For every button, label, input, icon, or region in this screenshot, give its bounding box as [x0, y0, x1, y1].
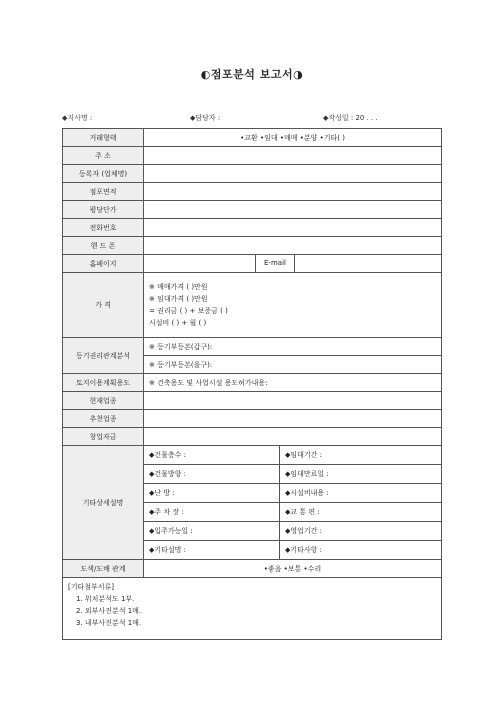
- row-recommended-biz: [63, 410, 442, 428]
- deal-type-value[interactable]: •교환 •임대 •매매 •분양 •기타( ): [144, 129, 442, 147]
- current-biz-field[interactable]: [144, 392, 442, 410]
- detail-other-desc[interactable]: ◆기타설명 :: [144, 541, 280, 560]
- startup-fund-field[interactable]: [144, 428, 442, 446]
- email-label: E-mail: [255, 255, 295, 272]
- detail-lease-end[interactable]: ◆임대만료일 :: [280, 465, 442, 484]
- row-deal-type: [63, 129, 442, 147]
- rights-gap-field[interactable]: ※ 등기부등본(갑구):: [144, 338, 442, 356]
- land-plan-label: 토지이용계획용도: [63, 374, 144, 392]
- branch-label: ◆지사명 :: [62, 114, 93, 122]
- detail-business-period[interactable]: ◆영업기간 :: [280, 522, 442, 541]
- row-phone: [63, 219, 442, 237]
- price-line-facility: 시설비 ( ) + 월 ( ): [149, 319, 207, 327]
- area-label: 점포면적: [63, 183, 144, 201]
- row-registrant: [63, 165, 442, 183]
- attachment-item: 3. 내부사진분석 1매.: [76, 619, 142, 627]
- price-field[interactable]: [144, 273, 442, 338]
- row-price: [63, 273, 442, 338]
- area-field[interactable]: [144, 183, 442, 201]
- current-biz-label: 현재업종: [63, 392, 144, 410]
- rights-label: 등기권리관계분석: [63, 338, 144, 374]
- detail-other-notes[interactable]: ◆기타사항 :: [280, 541, 442, 560]
- row-map: [63, 560, 442, 578]
- row-rights-a: [63, 338, 442, 356]
- phone-field[interactable]: [144, 219, 442, 237]
- map-label: 도색/도배 관계: [63, 560, 144, 578]
- unit-price-field[interactable]: [144, 201, 442, 219]
- registrant-field[interactable]: [144, 165, 442, 183]
- homepage-field[interactable]: [144, 255, 255, 272]
- address-label: 주 소: [63, 147, 144, 165]
- rights-eul-field[interactable]: ※ 등기부등본(을구):: [144, 356, 442, 374]
- date-label: ◆작성일 : 20 . . .: [323, 114, 378, 122]
- detail-floors[interactable]: ◆건물층수 :: [144, 446, 280, 465]
- details-label: 기타상세설명: [63, 446, 144, 560]
- row-current-biz: [63, 392, 442, 410]
- row-mobile: [63, 237, 442, 255]
- row-area: [63, 183, 442, 201]
- detail-lease-period[interactable]: ◆임대기간 :: [280, 446, 442, 465]
- deal-type-label: 거래형태: [63, 129, 144, 147]
- map-field[interactable]: •좋음 •보통 •수리: [144, 560, 442, 578]
- detail-direction[interactable]: ◆건물방향 :: [144, 465, 280, 484]
- row-address: [63, 147, 442, 165]
- row-startup-fund: [63, 428, 442, 446]
- recommended-biz-label: 추천업종: [63, 410, 144, 428]
- attachment-item: 2. 외부사진분석 1매.: [76, 607, 142, 615]
- mobile-field[interactable]: [144, 237, 442, 255]
- price-line-sale: ※ 매매가격 ( )만원: [149, 283, 208, 291]
- detail-facility-content[interactable]: ◆시설비내용 :: [280, 484, 442, 503]
- row-attachments: [63, 578, 442, 640]
- manager-label: ◆담당자 :: [190, 114, 221, 122]
- recommended-biz-field[interactable]: [144, 410, 442, 428]
- registrant-label: 등록자 (업체명): [63, 165, 144, 183]
- homepage-label: 홈페이지: [63, 255, 144, 273]
- phone-label: 전화번호: [63, 219, 144, 237]
- page-title: ◐점포분석 보고서◑: [200, 68, 304, 81]
- attachments-title: [기타첨부서류]: [68, 583, 115, 591]
- price-label: 가 격: [63, 273, 144, 338]
- mobile-label: 핸 드 폰: [63, 237, 144, 255]
- detail-move-in[interactable]: ◆입주가능일 :: [144, 522, 280, 541]
- detail-heating[interactable]: ◆난 방 :: [144, 484, 280, 503]
- address-field[interactable]: [144, 147, 442, 165]
- row-details-1: [63, 446, 442, 465]
- report-table: [62, 128, 442, 640]
- price-line-rent: ※ 임대가격 ( )만원: [149, 295, 208, 303]
- attachments-cell: [63, 578, 442, 640]
- detail-transport[interactable]: ◆교 통 편 :: [280, 503, 442, 522]
- land-plan-field[interactable]: ※ 건축용도 및 사업시설 용도허가내용:: [144, 374, 442, 392]
- row-unit-price: [63, 201, 442, 219]
- row-homepage: [63, 255, 442, 273]
- attachment-item: 1. 위치분석도 1부.: [76, 595, 135, 603]
- detail-parking[interactable]: ◆주 차 장 :: [144, 503, 280, 522]
- homepage-email-cell: [144, 255, 442, 273]
- unit-price-label: 평당단가: [63, 201, 144, 219]
- row-land-plan: [63, 374, 442, 392]
- email-field[interactable]: [295, 255, 441, 272]
- price-line-premium: = 권리금 ( ) + 보증금 ( ): [149, 307, 228, 315]
- startup-fund-label: 창업자금: [63, 428, 144, 446]
